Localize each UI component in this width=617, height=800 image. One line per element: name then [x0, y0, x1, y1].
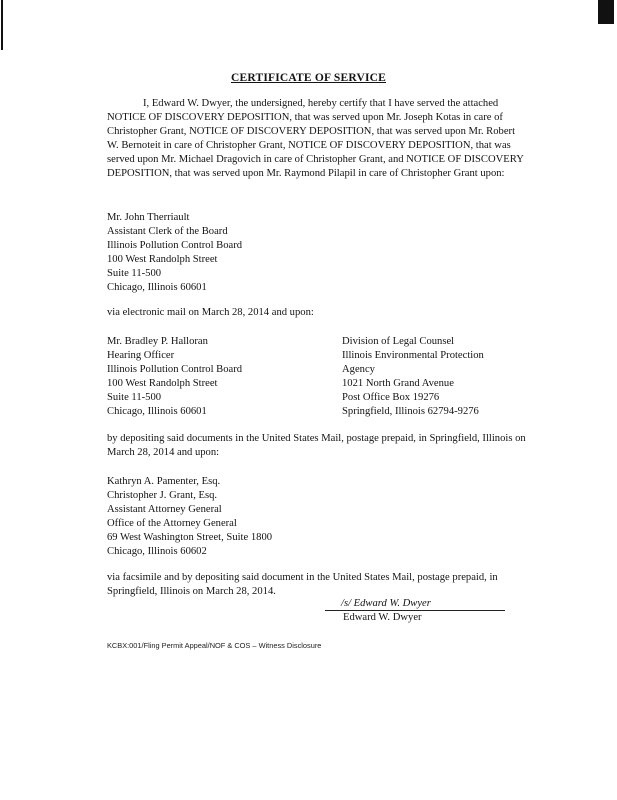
address-line: Office of the Attorney General — [107, 518, 237, 529]
service-electronic: via electronic mail on March 28, 2014 and upon: — [107, 307, 314, 318]
recipient-hearing-officer — [107, 335, 242, 419]
service-mail: by depositing said documents in the United States Mail, postage prepaid, in Springfield, Illinois on March 28, 2014 and upon: — [107, 433, 526, 459]
service-facsimile: via facsimile and by depositing said document in the United States Mail, postage prepaid, in Springfield, Illinois on March 28, 2014. — [107, 572, 498, 598]
address-line: Agency — [342, 364, 375, 375]
address-line: 100 West Randolph Street — [107, 254, 218, 265]
address-line: Hearing Officer — [107, 350, 175, 361]
opening-paragraph: I, Edward W. Dwyer, the undersigned, hereby certify that I have served the attached NOTICE OF DISCOVERY DEPOSITION, that was served upon Mr. Joseph Kotas in care of Christopher Grant, NOTICE OF DISCOVERY DEPOSITION, that was served upon Mr. Robert W. Bernoteit in care of Christopher Grant, NOTICE OF DISCOVERY DEPOSITION, that was served upon Mr. Michael Dragovich in care of Christopher Grant, and NOTICE OF DISCOVERY DEPOSITION, that was served upon Mr. Raymond Pilapil in care of Christopher Grant upon: — [107, 98, 524, 180]
recipient-attorney-general — [107, 475, 272, 559]
address-line: Division of Legal Counsel — [342, 336, 455, 347]
address-line: Illinois Environmental Protection — [342, 350, 484, 361]
address-line: Kathryn A. Pamenter, Esq. — [107, 476, 221, 487]
recipient-legal-counsel — [342, 335, 484, 419]
scan-edge-mark — [1, 0, 3, 50]
address-line: Assistant Clerk of the Board — [107, 226, 228, 237]
document-title: CERTIFICATE OF SERVICE — [230, 72, 387, 84]
address-line: Post Office Box 19276 — [342, 392, 440, 403]
address-line: Suite 11-500 — [107, 268, 162, 279]
address-line: Springfield, Illinois 62794-9276 — [342, 406, 479, 417]
address-line: Chicago, Illinois 60602 — [107, 546, 207, 557]
recipient-board-clerk — [107, 211, 242, 295]
address-line: Christopher J. Grant, Esq. — [107, 490, 218, 501]
address-line: 1021 North Grand Avenue — [342, 378, 454, 389]
address-line: Mr. John Therriault — [107, 212, 190, 223]
address-line: Chicago, Illinois 60601 — [107, 282, 207, 293]
address-line: Mr. Bradley P. Halloran — [107, 336, 208, 347]
footer-reference: KCBX:001/Fling Permit Appeal/NOF & COS – Witness Disclosure — [107, 641, 322, 650]
scan-corner-mark — [598, 0, 614, 24]
address-line: Illinois Pollution Control Board — [107, 364, 243, 375]
signer-name: Edward W. Dwyer — [343, 612, 422, 623]
address-line: Assistant Attorney General — [107, 504, 222, 515]
address-line: 100 West Randolph Street — [107, 378, 218, 389]
address-line: Illinois Pollution Control Board — [107, 240, 243, 251]
address-line: 69 West Washington Street, Suite 1800 — [107, 532, 273, 543]
address-line: Suite 11-500 — [107, 392, 162, 403]
signature: /s/ Edward W. Dwyer — [325, 597, 505, 611]
signature-block — [325, 597, 505, 625]
address-line: Chicago, Illinois 60601 — [107, 406, 207, 417]
